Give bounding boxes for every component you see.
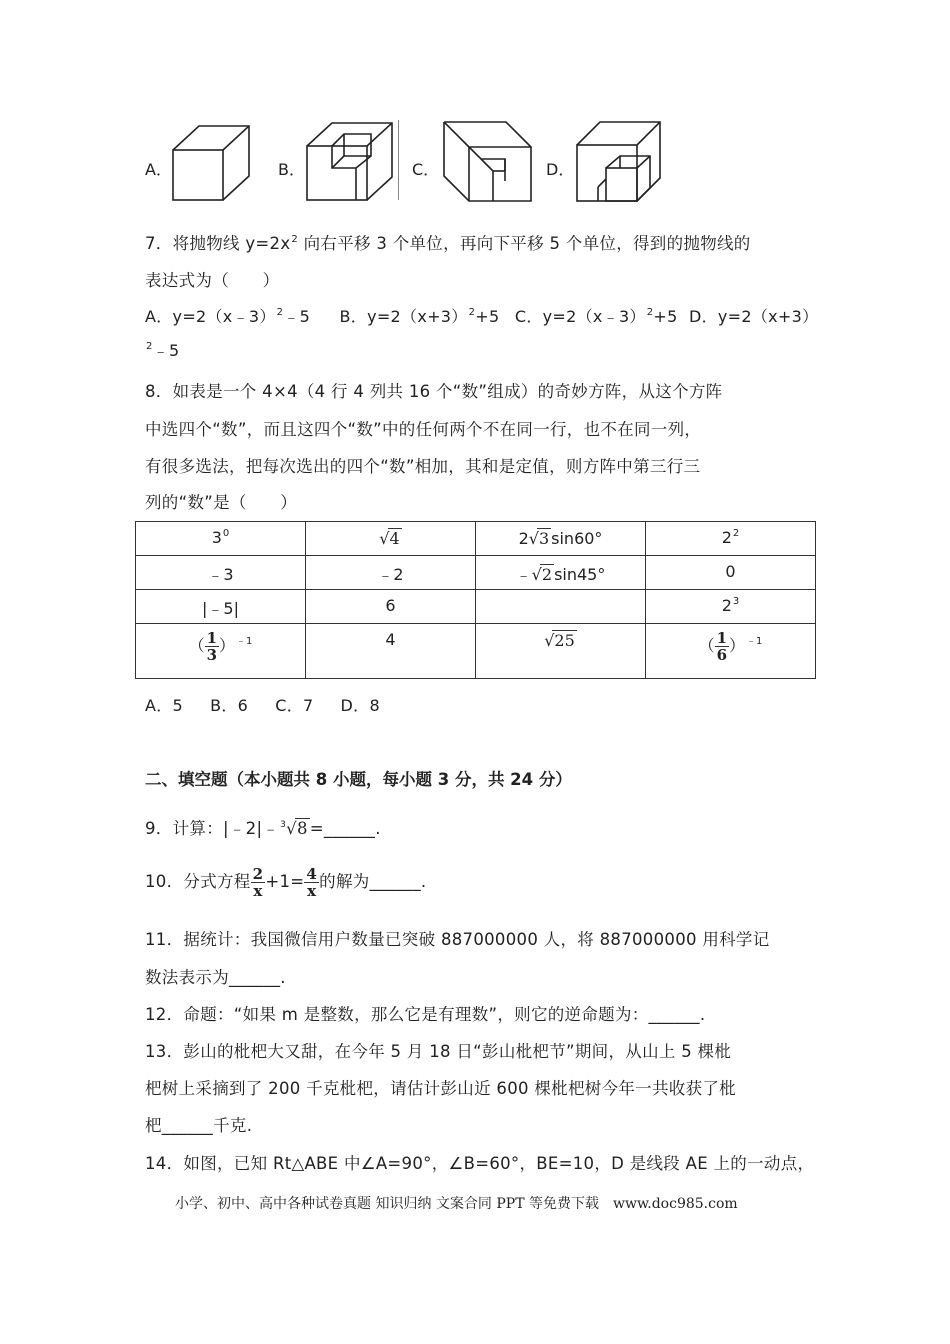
q6-option-a-label: A． [145,160,172,179]
q10-mid: +1= [265,872,305,891]
table-cell: √4 [306,522,476,556]
table-cell: |﹣5| [136,590,306,624]
q6-option-d-label: D． [546,160,575,179]
q7-option-a-tail: ﹣5 [283,307,311,326]
table-cell: $2^3$ [646,590,816,624]
q7-text-pre: 7．将抛物线 y=2x [145,234,291,253]
table-row [136,522,816,556]
q7-option-a-exp: 2 [276,307,284,318]
q13-line1: 13．彭山的枇杷大又甜，在今年 5 月 18 日“彭山枇杷节”期间，从山上 5 棵枇 [145,1042,732,1061]
q6-option-b-figure [306,122,396,202]
table-row [136,590,816,624]
q7-exponent: 2 [291,234,299,245]
q7-option-d-exp: 2 [146,341,153,352]
table-row [136,624,816,679]
q8-line1: 8．如表是一个 4×4（4 行 4 列共 16 个“数”组成）的奇妙方阵，从这个方阵 [145,382,723,401]
q7-option-c-exp: 2 [646,307,654,318]
divider [398,120,399,200]
q6-option-a-figure [172,124,254,202]
q8-line2: 中选四个“数”，而且这四个“数”中的任何两个不在同一行，也不在同一列， [145,420,702,439]
q7-options [145,304,818,327]
q8-line4: 列的“数”是（ ） [145,493,298,512]
table-cell: （ $\frac{1}{6}$ ）$^{﹣1}$ [646,624,816,679]
q9-radicand: 8 [296,819,308,838]
footer: 小学、初中、高中各种试卷真题 知识归纳 文案合同 PPT 等免费下载 www.doc985.com [175,1196,738,1212]
table-cell: 6 [306,590,476,624]
table-cell: ﹣2 [306,556,476,590]
q8-options: A．5 B．6 C．7 D．8 [145,696,380,715]
q12: 12．命题：“如果 m 是整数，那么它是有理数”，则它的逆命题为：______. [145,1005,706,1024]
q9-text: 9．计算：|﹣2|﹣ [145,819,280,838]
q6-option-c-label: C． [412,160,440,179]
q11-line1: 11．据统计：我国微信用户数量已突破 887000000 人，将 887000000 用科学记 [145,930,770,949]
q7-option-c: C．y=2（x﹣3） [514,307,646,326]
q10-text: 10．分式方程 [145,872,251,891]
section-title: 二、填空题（本小题共 8 小题，每小题 3 分，共 24 分） [145,770,572,789]
table-cell: 0 [646,556,816,590]
table-cell [476,590,646,624]
q7-option-b-tail: +5 [475,307,500,326]
table-cell: ﹣√2 sin45° [476,556,646,590]
q6-option-c-figure [443,121,535,203]
q9: 9．计算：|﹣2|﹣$^3$√8 =______. [145,819,381,838]
table-cell: $2^2$ [646,522,816,556]
table-cell: $3^0$ [136,522,306,556]
table-cell: 4 [306,624,476,679]
table-cell: √25 [476,624,646,679]
q10-blank: 的解为______. [319,872,427,891]
q7-option-a: A．y=2（x﹣3） [145,307,276,326]
q9-root-index: 3 [280,820,287,830]
q7-line2: 表达式为（ ） [145,271,280,290]
q7-option-c-tail: +5 [653,307,678,326]
q13-line2: 杷树上采摘到了 200 千克枇杷，请估计彭山近 600 棵枇杷树今年一共收获了枇 [145,1079,736,1098]
q8-line3: 有很多选法，把每次选出的四个“数”相加，其和是定值，则方阵中第三行三 [145,457,701,476]
table-cell: （ $\frac{1}{3}$ ）$^{﹣1}$ [136,624,306,679]
q14: 14．如图，已知 Rt△ABE 中∠A=90°，∠B=60°，BE=10，D 是线段 AE 上的一动点， [145,1154,815,1173]
q13-line3: 杷______千克. [145,1116,253,1135]
q7-line1 [145,230,751,254]
q6-option-b-label: B． [278,160,305,179]
q7-option-d: D．y=2（x+3） [688,307,819,326]
q7-option-b-exp: 2 [468,307,476,318]
q10 [145,866,426,899]
q10-fraction-1: $\frac{2}{x}$ [252,865,264,900]
magic-square-table [135,521,816,679]
table-cell: ﹣3 [136,556,306,590]
table-cell: 2√3 sin60° [476,522,646,556]
q7-option-b: B．y=2（x+3） [339,307,468,326]
q9-blank: =______. [309,819,381,838]
q10-fraction-2: $\frac{4}{x}$ [306,865,318,900]
q7-option-d-tail: ﹣5 [152,341,180,360]
q7-option-d-cont [145,338,179,361]
q6-option-d-figure [576,121,664,203]
q11-line2: 数法表示为______. [145,968,286,987]
table-row [136,556,816,590]
q7-text-post: 向右平移 3 个单位，再向下平移 5 个单位，得到的抛物线的 [298,234,751,253]
